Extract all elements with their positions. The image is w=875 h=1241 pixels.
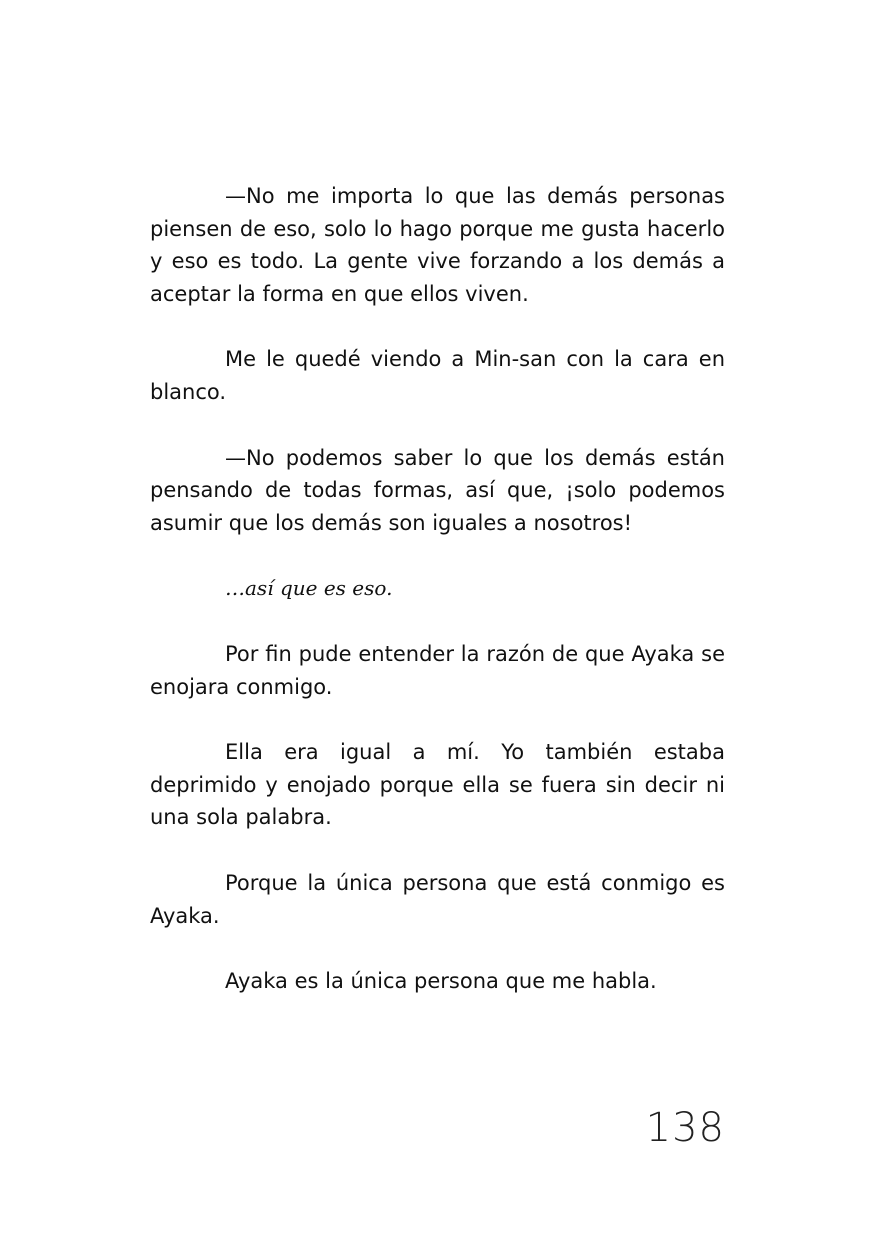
paragraph-4-italic: …así que es eso.: [225, 576, 393, 601]
paragraph-1: —No me importa lo que las demás personas piensen de eso, solo lo hago porque me gusta hacerlo y eso es todo. La gente vive forzando a los demás a aceptar la forma en que ellos viven.: [150, 184, 725, 306]
body-text: [150, 180, 725, 1031]
paragraph-5: Por fin pude entender la razón de que Ayaka se enojara conmigo.: [150, 641, 725, 699]
page-number: 138: [645, 1105, 725, 1151]
paragraph-7: Porque la única persona que está conmigo es Ayaka.: [150, 870, 725, 928]
paragraph-8: Ayaka es la única persona que me habla.: [225, 969, 657, 994]
paragraph-3: —No podemos saber lo que los demás están pensando de todas formas, así que, ¡solo podemos asumir que los demás son iguales a nosotros!: [150, 445, 725, 535]
paragraph-6: Ella era igual a mí. Yo también estaba deprimido y enojado porque ella se fuera sin decir ni una sola palabra.: [150, 740, 725, 830]
paragraph-2: Me le quedé viendo a Min-san con la cara en blanco.: [150, 347, 725, 404]
